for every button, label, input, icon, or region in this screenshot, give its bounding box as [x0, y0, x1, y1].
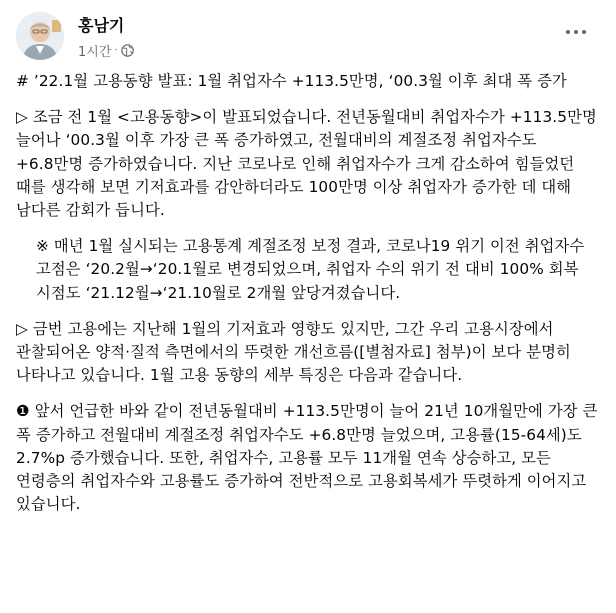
post-paragraph: ❶ 앞서 언급한 바와 같이 전년동월대비 +113.5만명이 늘어 21년 10개월만에 가장 큰 폭 증가하고 전월대비 계절조정 취업자수도 +6.8만명 늘었으며, 고용률(15-64세)도 2.7%p 증가했습니다. 또한, 취업자수, 고용률 모두 11개월 연속 상승하고, 모든 연령층의 취업자수와 고용률도 증가하여 전반적으로 고용회복세가 뚜렷하게 이어지고 있습니다. — [16, 402, 598, 514]
post-time[interactable]: 1시간 — [78, 45, 112, 60]
post-note: ※ 매년 1월 실시되는 고용통계 계절조정 보정 결과, 코로나19 위기 이전 취업자수 고점은 ‘20.2월→‘20.1월로 변경되었으며, 취업자 수의 위기 전 대비 100% 회복 시점도 ‘21.12월→‘21.10월로 2개월 앞당겨졌습니다. — [36, 237, 585, 302]
author-name[interactable]: 홍남기 — [78, 16, 125, 35]
post-header — [0, 0, 616, 72]
post-headline: # ’22.1월 고용동향 발표: 1월 취업자수 +113.5만명, ‘00.3월 이후 최대 폭 증가 — [16, 72, 567, 90]
avatar[interactable] — [16, 12, 64, 60]
globe-icon — [121, 44, 134, 57]
post-paragraph: ▷ 조금 전 1월 <고용동향>이 발표되었습니다. 전년동월대비 취업자수가 +113.5만명 늘어나 ‘00.3월 이후 가장 큰 폭 증가하였고, 전월대비의 계절조정 취업자수도 +6.8만명 증가하였습니다. 지난 코로나로 인해 취업자수가 크게 감소하여 힘들었던 때를 생각해 보면 기저효과를 감안하더라도 100만명 이상 취업자가 증가한 데 대해 남다른 감회가 듭니다. — [16, 108, 597, 220]
meta-separator: · — [114, 45, 118, 56]
post-body — [16, 70, 600, 529]
post-meta — [78, 41, 134, 60]
more-options-icon[interactable] — [558, 20, 594, 44]
avatar-image — [16, 12, 64, 60]
post-paragraph: ▷ 금번 고용에는 지난해 1월의 기저효과 영향도 있지만, 그간 우리 고용시장에서 관찰되어온 양적·질적 측면에서의 뚜렷한 개선흐름([별첨자료] 첨부)이 보다 분명히 나타나고 있습니다. 1월 고용 동향의 세부 특징은 다음과 같습니다. — [16, 319, 571, 385]
